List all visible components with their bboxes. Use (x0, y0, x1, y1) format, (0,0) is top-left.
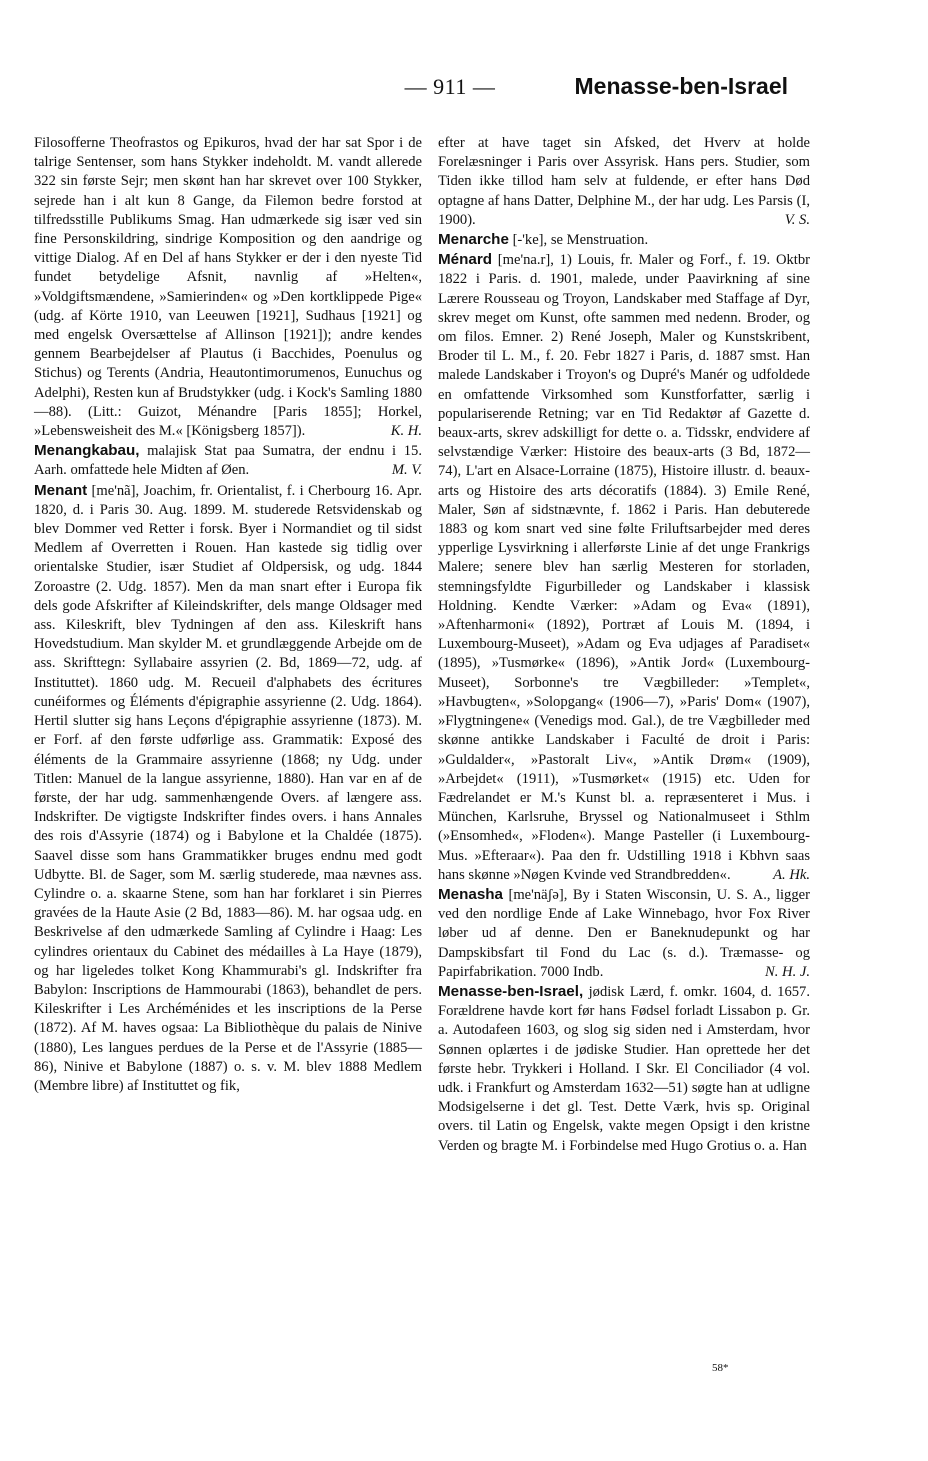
entry-headword: Menarche (438, 231, 509, 249)
author-signature: M. V. (391, 462, 422, 479)
right-column (438, 134, 810, 1156)
entry-headword: Menangkabau, (34, 442, 140, 460)
entry-menangkabau (34, 441, 422, 480)
entry-headword: Menasse-ben-Israel, (438, 982, 584, 1000)
entry-theofrastos-cont (34, 134, 422, 441)
entry-text: [me'nã], Joachim, fr. Orientalist, f. i Cherbourg 16. Apr. 1820, d. i Paris 30. Aug. 1899. M. studerede Retsvidenskab og blev Dommer ved Retter i forsk. Byer i Normandiet og til sidst Medlem af Overretten i Rouen. Han kastede sig tidlig over orientalske Studier, især Studiet af Oldpersisk, og udg. 1844 Zoroastre (2. Udg. 1857). Men da man snart efter i Europa fik dels gode Afskrifter af Kileindskrifter, dels mange Oldsager med ass. Kileskrift, blev Tydningen af den ass. Kileskrift hans Hovedstudium. Man skylder M. et grundlæggende Arbejde om de ass. Skrifttegn: Syllabaire assyrien (2. Bd, 1869—72, udg. af Instituttet). 1860 udg. M. Recueil d'alphabets des écritures cunéiformes og Éléments d'épigraphie assyrienne (2. Udg. 1864). Hertil slutter sig hans Leçons d'épigraphie assyrienne (1873). M. er Forf. af den første udførlige ass. Grammatik: Exposé des éléments de la Grammaire assyrienne (1868; ny Udg. under Titlen: Manuel de la langue assyrienne, 1880). Han var en af de første, der har udg. sammenhængende Overs. af længere ass. Indskrifter. De vigtigste Indskrifter findes overs. i hans Annales des rois d'Assyrie (1874) og i Babylone et la Chaldée (1875). Saavel disse som hans Grammatikker bruges endnu med godt Udbytte. Bl. de Sager, som M. særlig studerede, maa nævnes ass. Cylindre o. a. skaarne Stene, som han har forklaret i sin Pierres gravées de la Haute Asie (2 Bd, 1883—86). M. har ogsaa udg. en Beskrivelse af den udmærkede Samling af Cylindre i Haag: Les cylindres orientaux du Cabinet des médailles à La Haye (1879), og har ligeledes tolket Kong Khammurabi's gl. Indskrifter fra Babylon: Inscriptions de Hammourabi (1863), behandlet de pers. Kileskrifter i Les Archéménides et les inscriptions de la Perse (1872). Af M. haves ogsaa: La Bibliothèque du palais de Ninive (1880), Les langues perdues de la Perse et de l'Assyrie (1885—86), Ninive et Babylone (1887) o. s. v. M. blev 1888 Medlem (Membre libre) af Instituttet og fik, (34, 482, 422, 1094)
entry-headword: Menasha (438, 885, 503, 903)
entry-text: [me'na.r], 1) Louis, fr. Maler og Forf., f. 19. Oktbr 1822 i Paris. d. 1901, malede, under Paavirkning af sine Lærere Rousseau og Troyon, Landskaber med Staffage af Dyr, skrev meget om Kunst, ofte sammen med nedenn. Broder, og om filos. Emner. 2) René Joseph, Maler og Kunstskribent, Broder til L. M., f. 20. Febr 1827 i Paris, d. 1887 smst. Han malede Landskaber i Troyon's og Dupré's Manér og udfoldede en omfattende Virksomhed som Kunstforfatter, særlig i populariserende Retning; var en Tid Redaktør af Gazette d. beaux-arts, skrev adskilligt for dette o. a. Tidsskr, endvidere af selvstændige Værker: Histoire des beaux-arts (3 Bd, 1872—74), L'art en Alsace-Lorraine (1875), Histoire illustr. d. beaux-arts og Histoire des arts décoratifs (1884). 3) Emile René, Maler, Søn af sidstnævnte, f. 1862 i Paris. Han debuterede 1883 og kom snart ved sine følte Friluftsarbejder med deres ypperlige Lysvirkning i allerførste Linie af det unge Frankrigs Malere; senere blev han særlig Mesteren for storladen, stemningsfyldte Figurbilleder og Landskaber i klassisk Holdning. Kendte Værker: »Adam og Eva« (1891), »Aftenharmoni« (1892), Portræt af Louis M. (1894, i Luxembourg-Museet), »Adam og Eva udjages af Paradiset« (1895), »Tusmørke« (1896), »Antik Jord« (Luxembourg-Museet), Sorbonne's tre Vægbilleder: »Templet«, »Havbugten«, »Solopgang« (1906—7), »Paris' Dom« (1907), »Flygtningene« (Venedigs mod. Gal.), de tre Vægbilleder med skønne antikke Landskaber i Faculté de droit i Paris: »Guldalder«, »Pastoralt Liv«, »Antik Drøm« (1909), »Arbejdet« (1911), »Tusmørket« (1915) etc. Uden for Fædrelandet er M.'s Kunst bl. a. repræsenteret i Mus. i München, Karlsruhe, Bryssel og Nationalmuseet i Sthlm (»Ensomhed«, »Floden«). Mange Pasteller (i Luxembourg-Mus. »Efteraar«). Paa den fr. Udstilling 1918 i Kbhvn saas hans skønne »Nøgen Kvinde ved Strandbredden«. (438, 252, 810, 883)
entry-headword: Ménard (438, 251, 493, 269)
running-head: Menasse-ben-Israel (574, 73, 788, 99)
author-signature: K. H. (390, 423, 422, 440)
entry-text: [-'ke], se Menstruation. (512, 232, 649, 249)
author-signature: A. Hk. (773, 866, 810, 883)
entry-menant (34, 481, 422, 1097)
entry-headword: Menant (34, 481, 88, 499)
entry-menasse-ben-israel (438, 982, 810, 1156)
signature-mark: 58* (712, 1362, 729, 1374)
page-number: — 911 — (404, 74, 496, 99)
author-signature: V. S. (784, 211, 810, 228)
entry-text: Filosofferne Theofrastos og Epikuros, hvad der har sat Spor i de talrige Sentenser, som hans Stykker indeholdt. M. vandt allerede 322 sin første Sejr; men skønt han har skrevet over 100 Stykker, sejrede han i alt kun 8 Gange, da Filemon bedre forstod at tilfredsstille Publikums Smag. Han udmærkede sig især ved sin fine Personskildring, sindrige Komposition og den aandrige og vittige Dialog. Af en Del af hans Stykker er der i den nyeste Tid fundet betydelige Afsnit, navnlig af »Helten«, »Voldgiftsmændene, »Samierinden« og »Den kortklippede Pige« (udg. af Körte 1910, van Leeuwen [1921], Sudhaus [1921] og med engelsk Oversættelse af Allinson [1921]); andre kendes gennem Bearbejdelser af Plautus (i Bacchides, Poenulus og Stichus) og Terents (Andria, Heautontimorumenos, Eunuchus og Adelphi), Resten kun af Brudstykker (udg. i Kock's Samling 1880—88). (Litt.: Guizot, Ménandre [Paris 1855]; Horkel, »Lebensweisheit des M.« [Königsberg 1857]). (34, 135, 422, 440)
entry-text: jødisk Lærd, f. omkr. 1604, d. 1657. Forældrene havde kort før hans Fødsel forladt Lissabon p. Gr. a. Autodafeen 1603, og slog sig siden ned i Amsterdam, hvor Sønnen oplærtes i de jødiske Studier. Han oprettede her det første hebr. Trykkeri i Holland. I Skr. El Conciliador (4 vol. udk. i Frankfurt og Amsterdam 1632—51) søgte han at udligne Modsigelserne i det gl. Test. Dette Værk, hvis sp. Original overs. til Latin og Engelsk, vakte megen Opsigt i den kristne Verden og bragte M. i Forbindelse med Hugo Grotius o. a. Han (438, 983, 810, 1154)
entry-menard (438, 250, 810, 885)
author-signature: N. H. J. (765, 963, 810, 980)
entry-text: [me'näʃə], By i Staten Wisconsin, U. S. A., ligger ved den nordlige Ende af Lake Winnebago, hvor Fox River løber ud af denne. Den er Baneknudepunkt og har Dampskibsfart til Fond du Lac (s. d.). Træmasse- og Papirfabrikation. 7000 Indb. (438, 886, 810, 980)
left-column (34, 134, 422, 1096)
entry-menarche (438, 230, 810, 250)
entry-text: malajisk Stat paa Sumatra, der endnu i 15. Aarh. omfattede hele Midten af Øen. (34, 443, 422, 479)
entry-menant-cont (438, 134, 810, 230)
entry-menasha (438, 885, 810, 982)
entry-text: efter at have taget sin Afsked, det Hverv at holde Forelæsninger i Paris over Assyrisk. Hans pers. Studier, som Tiden ikke tillod ham selv at fuldende, er efter hans Død optagne af hans Datter, Delphine M., der har udg. Les Parsis (I, 1900). (438, 135, 810, 228)
